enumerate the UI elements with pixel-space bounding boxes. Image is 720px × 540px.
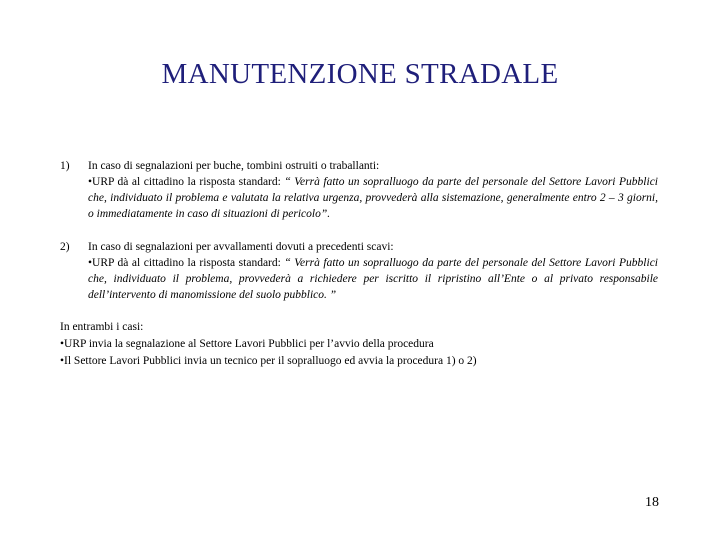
both-cases-heading: In entrambi i casi: [60,321,144,333]
reply-prefix: •URP dà al cittadino la risposta standard: [88,257,285,269]
case-intro: In caso di segnalazioni per buche, tombini ostruiti o traballanti: [88,160,380,172]
both-cases-line: •Il Settore Lavori Pubblici invia un tecnico per il sopralluogo ed avvia la procedura 1) o 2) [60,355,477,367]
reply-quote: “ Verrà fatto un sopralluogo da parte del personale del Settore Lavori Pubblici che, individuato il problema e valutata la relativa urgenza, provvederà alla sistemazione, generalmente entro 2 – 3 giorni, o immediatamente in caso di situazioni di pericolo”. [88,176,658,220]
standard-reply [88,174,658,222]
reply-quote: “ Verrà fatto un sopralluogo da parte del personale del Settore Lavori Pubblici che, individuato il problema, provvederà a richiedere per iscritto il ripristino all’Ente o al privato responsabile dell’intervento di manomissione del suolo pubblico. ” [88,257,658,301]
both-cases-section [60,319,660,370]
both-cases-line: •URP invia la segnalazione al Settore Lavori Pubblici per l’avvio della procedura [60,338,434,350]
standard-reply [88,255,658,303]
page-number: 18 [645,495,659,510]
case-intro: In caso di segnalazioni per avvallamenti dovuti a precedenti scavi: [88,241,394,253]
slide-title: MANUTENZIONE STRADALE [161,58,559,90]
case-body [88,158,658,222]
case-body [88,239,658,303]
case-number: 2) [60,241,70,253]
case-number: 1) [60,160,70,172]
reply-prefix: •URP dà al cittadino la risposta standard: [88,176,285,188]
